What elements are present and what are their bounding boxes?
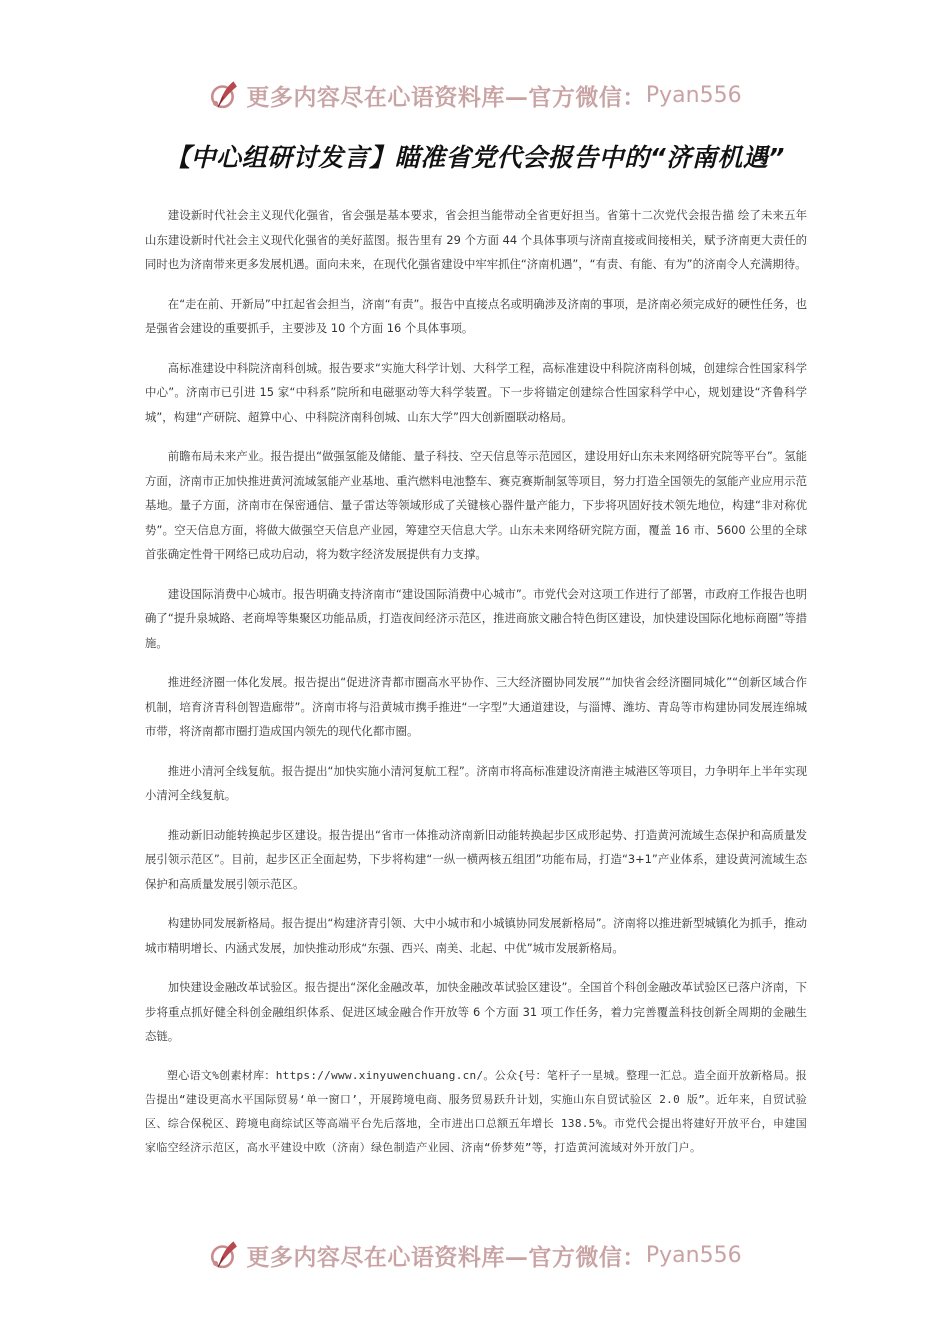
paragraph-intro: 建设新时代社会主义现代化强省，省会强是基本要求，省会担当能带动全省更好担当。省第十二次党代会报告描 绘了未来五年山东建设新时代社会主义现代化强省的美好蓝图。报告里有 29 个方面 44 个具体事项与济南直接或间接相关，赋予济南更大责任的同时也为济南带来更多发展机遇。面向未来，在现代化强省建设中牢牢抓住“济南机遇”，“有责、有能、有为”的济南令人充满期待。 — [145, 208, 807, 271]
paragraph-responsibility: 在“走在前、开新局”中扛起省会担当，济南“有责”。报告中直接点名或明确涉及济南的事项，是济南必须完成好的硬性任务，也是强省会建设的重要抓手，主要涉及 10 个方面 16 个具体事项。 — [145, 296, 807, 335]
article-body — [145, 203, 807, 1175]
paragraph-science-city: 高标准建设中科院济南科创城。报告要求“实施大科学计划、大科学工程，高标准建设中科院济南科创城，创建综合性国家科学中心”。济南市已引进 15 家“中科系”院所和电磁驱动等大科学装置。下一步将锚定创建综合性国家科学中心，规划建设“齐鲁科学城”，构建“产研院、超算中心、中科院济南科创城、山东大学”四大创新圈联动格局。 — [145, 360, 807, 424]
paragraph-xiaoqing-river: 推进小清河全线复航。报告提出“加快实施小清河复航工程”。济南市将高标准建设济南港主城港区等项目，力争明年上半年实现小清河全线复航。 — [145, 763, 807, 802]
paragraph-economic-circle: 推进经济圈一体化发展。报告提出“促进济青都市圈高水平协作、三大经济圈协同发展”“加快省会经济圈同城化”“创新区域合作机制，培育济青科创智造廊带”。济南市将与沿黄城市携手推进“一字型”大通道建设，与淄博、潍坊、青岛等市构建协同发展连绵城市带，将济南都市圈打造成国内领先的现代化都市圈。 — [145, 675, 807, 738]
paragraph-opening-up: 塑心语文%创素材库：https://www.xinyuwenchuang.cn/。公众{号：笔杆子一星城。整理一汇总。造全面开放新格局。报告提出“建设更高水平国际贸易‘单一窗口’，开展跨境电商、服务贸易跃升计划，实施山东自贸试验区 2.0 版”。近年来，自贸试验区、综合保税区、跨境电商综试区等高端平台先后落地，全市进出口总额五年增长 138.5%。市党代会提出将建好开放平台，申建国家临空经济示范区，高水平建设中欧（济南）绿色制造产业园、济南“侨梦苑”等，打造黄河流域对外开放门户。 — [145, 1068, 807, 1155]
header-watermark-banner — [0, 72, 950, 118]
paragraph-starting-zone: 推动新旧动能转换起步区建设。报告提出“省市一体推动济南新旧动能转换起步区成形起势、打造黄河流域生态保护和高质量发展引领示范区”。目前，起步区正全面起势，下步将构建“一纵一横两核五组团”功能布局，打造“3+1”产业体系，建设黄河流域生态保护和高质量发展引领示范区。 — [145, 827, 807, 891]
page-title: 【中心组研讨发言】瞄准省党代会报告中的“济南机遇” — [165, 143, 785, 172]
banner-wechat-id: Pyan556 — [645, 82, 742, 108]
footer-watermark-banner — [0, 1232, 950, 1278]
quill-pen-logo-icon — [208, 78, 242, 112]
banner-text: 更多内容尽在心语资料库—官方微信： — [246, 1243, 646, 1271]
paragraph-future-industry: 前瞻布局未来产业。报告提出“做强氢能及储能、量子科技、空天信息等示范园区，建设用好山东未来网络研究院等平台”。氢能方面，济南市正加快推进黄河流域氢能产业基地、重汽燃料电池整车、赛克赛斯制氢等项目，努力打造全国领先的氢能产业应用示范基地。量子方面，济南市在保密通信、量子雷达等领域形成了关键核心器件量产能力，下步将巩固好技术领先地位，构建“非对称优势”。空天信息方面，将做大做强空天信息产业园，筹建空天信息大学。山东未来网络研究院方面，覆盖 16 市、5600 公里的全球首张确定性骨干网络已成功启动，将为数字经济发展提供有力支撑。 — [145, 449, 807, 561]
quill-pen-logo-icon — [208, 1238, 242, 1272]
paragraph-finance-reform: 加快建设金融改革试验区。报告提出“深化金融改革，加快金融改革试验区建设”。全国首个科创金融改革试验区已落户济南，下步将重点抓好健全科创金融组织体系、促进区域金融合作开放等 6 个方面 31 项工作任务，着力完善覆盖科技创新全周期的金融生态链。 — [145, 980, 807, 1043]
paragraph-coordinated-development: 构建协同发展新格局。报告提出“构建济青引领、大中小城市和小城镇协同发展新格局”。济南将以推进新型城镇化为抓手，推动城市精明增长、内涵式发展，加快推动形成“东强、西兴、南美、北起、中优”城市发展新格局。 — [145, 916, 807, 955]
banner-wechat-id: Pyan556 — [645, 1242, 742, 1268]
paragraph-consumption-center: 建设国际消费中心城市。报告明确支持济南市“建设国际消费中心城市”。市党代会对这项工作进行了部署，市政府工作报告也明确了“提升泉城路、老商埠等集聚区功能品质，打造夜间经济示范区，推进商旅文融合特色街区建设，加快建设国际化地标商圈”等措施。 — [145, 586, 807, 650]
banner-text: 更多内容尽在心语资料库—官方微信： — [246, 83, 646, 111]
